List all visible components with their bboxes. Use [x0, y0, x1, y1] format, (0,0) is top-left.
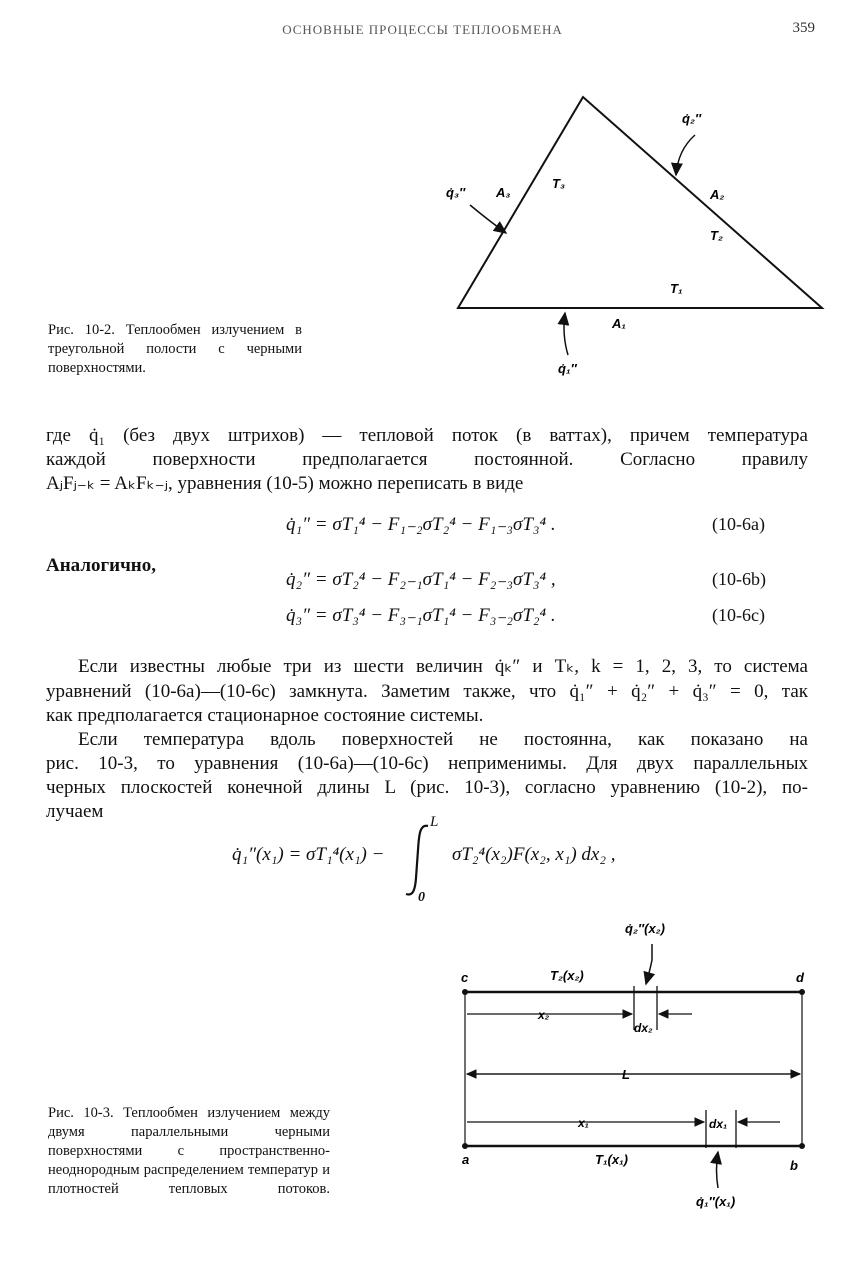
- analogously-label: Аналогично,: [46, 555, 156, 576]
- q1-label: q̇₁″: [558, 361, 577, 376]
- q1-arrow: [564, 313, 568, 355]
- a2-label: A₂: [710, 187, 725, 202]
- paragraph2-line2: уравнений (10-6a)—(10-6c) замкнута. Заметим также, что q̇₁″ + q̇₂″ + q̇₃″ = 0, так: [46, 681, 808, 702]
- equation-10-6b: q̇₂″ = σT₂⁴ − F₂₋₁σT₁⁴ − F₂₋₃σT₃⁴ ,: [286, 569, 556, 590]
- q2x2-arrow: [646, 944, 652, 984]
- figure-triangle: [420, 85, 840, 390]
- figure-parallel-plates: [440, 908, 820, 1218]
- a1-label: A₁: [612, 316, 626, 331]
- paragraph3-line3: черных плоскостей конечной длины L (рис. 10-3), согласно уравнению (10-2), по-: [46, 777, 808, 798]
- q1x1-label: q̇₁″(x₁): [696, 1194, 736, 1209]
- integral-lower-limit: 0: [418, 890, 425, 905]
- page-number: 359: [792, 20, 815, 36]
- paragraph3-line2: рис. 10-3, то уравнения (10-6a)—(10-6c) неприменимы. Для двух параллельных: [46, 753, 808, 774]
- paragraph3-line1: Если температура вдоль поверхностей не постоянна, как показано на: [78, 729, 808, 750]
- integral-upper-limit: L: [430, 814, 439, 830]
- equation-number-10-6c: (10-6c): [712, 605, 765, 625]
- corner-b-label: b: [790, 1158, 798, 1173]
- integral-integrand: σT₂⁴(x₂)F(x₂, x₁) dx₂ ,: [452, 844, 616, 865]
- integral-sign: [402, 820, 438, 900]
- paragraph1-line1: где q̇₁ (без двух штрихов) — тепловой поток (в ваттах), причем температура: [46, 425, 808, 446]
- equation-10-6a: q̇₁″ = σT₁⁴ − F₁₋₂σT₂⁴ − F₁₋₃σT₃⁴ .: [286, 514, 556, 535]
- a3-label: A₃: [496, 185, 511, 200]
- integral-lhs: q̇₁″(x₁) = σT₁⁴(x₁) −: [232, 844, 385, 865]
- q2x2-label: q̇₂″(x₂): [625, 921, 665, 936]
- l-label: L: [622, 1067, 630, 1082]
- paragraph1-line3: AⱼFⱼ₋ₖ = AₖFₖ₋ⱼ, уравнения (10-5) можно переписать в виде: [46, 473, 524, 494]
- dx2-label: dx₂: [634, 1021, 653, 1035]
- paragraph1-line2: каждой поверхности предполагается постоянной. Согласно правилу: [46, 449, 808, 470]
- corner-a-label: a: [462, 1152, 470, 1167]
- figure2-caption: Рис. 10-3. Теплообмен излучением между двумя параллельными черными поверхностями с пространственно-неоднородным распределением температур и плотностей тепловых потоков.: [48, 1105, 330, 1197]
- q1x1-arrow: [717, 1152, 719, 1188]
- paragraph2-line3: как предполагается стационарное состояние системы.: [46, 705, 484, 726]
- equation-number-10-6b: (10-6b): [712, 569, 766, 589]
- q2-label: q̇₂″: [682, 111, 702, 126]
- equation-10-6c: q̇₃″ = σT₃⁴ − F₃₋₁σT₁⁴ − F₃₋₂σT₂⁴ .: [286, 605, 556, 626]
- paragraph3-line4: лучаем: [46, 801, 104, 822]
- x2-label: x₂: [538, 1008, 550, 1022]
- t2-label: T₂: [710, 228, 723, 243]
- paragraph2-line1: Если известны любые три из шести величин q̇ₖ″ и Tₖ, k = 1, 2, 3, то система: [78, 656, 808, 677]
- triangle-outline: [458, 97, 822, 308]
- t3-label: T₃: [552, 176, 565, 191]
- q3-arrow: [470, 205, 506, 233]
- dx1-label: dx₁: [709, 1117, 728, 1131]
- equation-number-10-6a: (10-6a): [712, 514, 765, 534]
- t2x2-label: T₂(x₂): [550, 968, 584, 983]
- corner-c-label: c: [461, 970, 469, 985]
- q2-arrow: [676, 135, 695, 175]
- t1-label: T₁: [670, 281, 683, 296]
- running-title: ОСНОВНЫЕ ПРОЦЕССЫ ТЕПЛООБМЕНА: [282, 22, 563, 37]
- corner-d-label: d: [796, 970, 804, 985]
- x1-label: x₁: [578, 1116, 589, 1130]
- t1x1-label: T₁(x₁): [595, 1152, 628, 1167]
- figure1-caption: Рис. 10-2. Теплообмен излучением в треугольной полости с черными поверхностями.: [48, 322, 302, 376]
- q3-label: q̇₃″: [446, 185, 466, 200]
